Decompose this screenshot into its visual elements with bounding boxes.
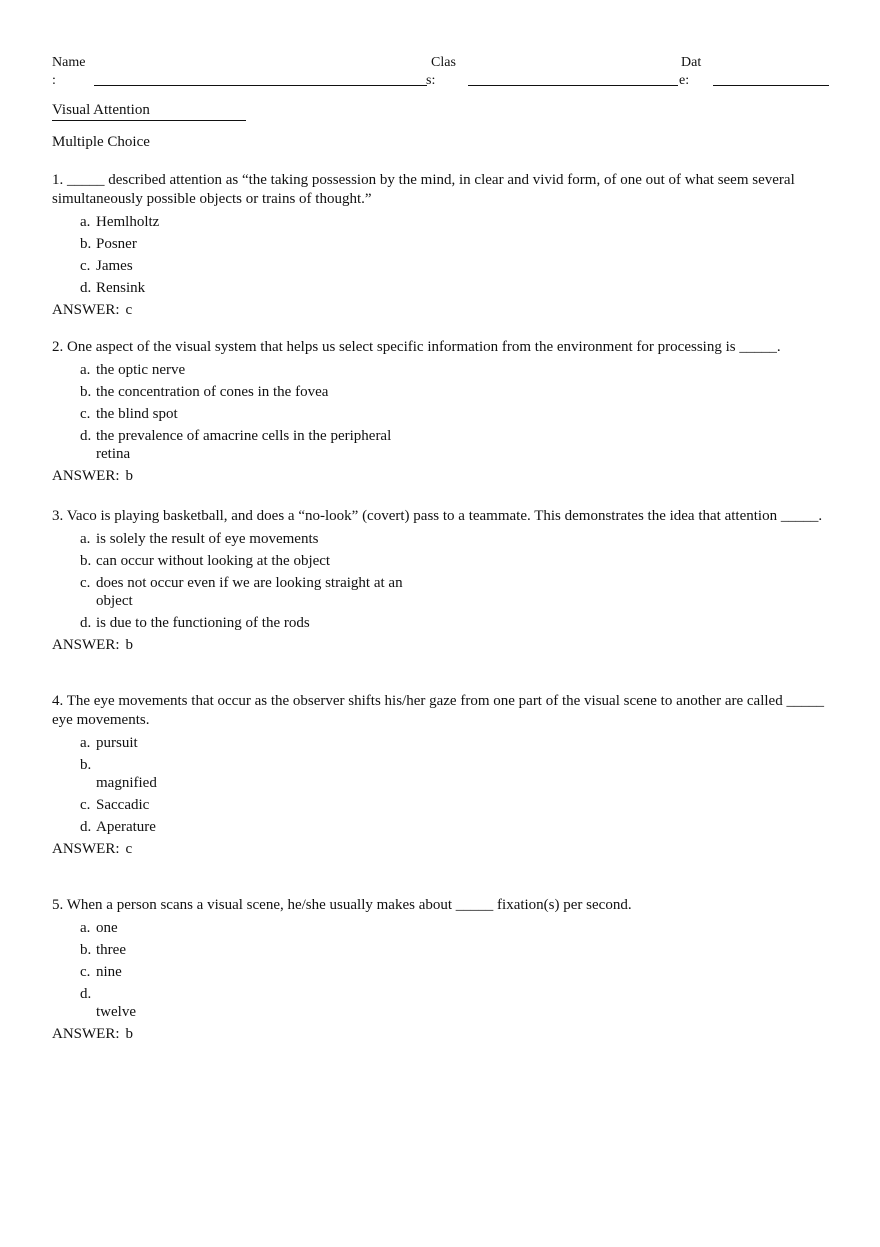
option-letter: a. — [80, 531, 91, 547]
option-a — [52, 530, 832, 548]
class-label-top: Clas — [431, 55, 456, 70]
option-d — [52, 985, 832, 1021]
answer-line — [52, 840, 832, 858]
question-1 — [52, 171, 832, 319]
option-letter: c. — [80, 258, 91, 274]
option-list — [52, 361, 832, 463]
answer-value: c — [125, 302, 133, 318]
option-b — [52, 552, 832, 570]
name-label-top: Name — [52, 55, 86, 70]
question-text: 4. The eye movements that occur as the observer shifts his/her gaze from one part of the visual scene to another are called _____ eye movements. — [52, 693, 824, 728]
option-text: twelve — [96, 1004, 136, 1020]
option-text: the blind spot — [96, 406, 178, 422]
option-text: is due to the functioning of the rods — [96, 615, 310, 631]
option-text: does not occur even if we are looking straight at an object — [96, 575, 403, 609]
option-a — [52, 919, 832, 937]
option-a — [52, 361, 832, 379]
option-text: Hemlholtz — [96, 214, 160, 230]
date-field-line[interactable] — [713, 85, 829, 86]
option-list — [52, 734, 832, 836]
date-label-top: Dat — [681, 55, 702, 70]
option-b — [52, 383, 832, 401]
name-field-line[interactable] — [94, 85, 427, 86]
option-letter: b. — [80, 553, 92, 569]
option-text: nine — [96, 964, 122, 980]
question-5 — [52, 896, 832, 1043]
option-a — [52, 213, 832, 231]
option-letter: d. — [80, 428, 92, 444]
option-text: the prevalence of amacrine cells in the peripheral retina — [96, 428, 392, 462]
option-text: three — [96, 942, 126, 958]
question-text: 5. When a person scans a visual scene, he/she usually makes about _____ fixation(s) per second. — [52, 897, 632, 913]
option-text: Rensink — [96, 280, 146, 296]
option-letter: a. — [80, 920, 91, 936]
option-text: the optic nerve — [96, 362, 186, 378]
option-c — [52, 574, 832, 610]
answer-line — [52, 1025, 832, 1043]
option-letter: c. — [80, 797, 91, 813]
option-c — [52, 257, 832, 275]
option-b — [52, 756, 832, 792]
option-d — [52, 427, 832, 463]
answer-label: ANSWER: — [52, 637, 120, 653]
question-4 — [52, 692, 832, 858]
option-letter: d. — [80, 280, 92, 296]
option-text: Saccadic — [96, 797, 150, 813]
option-text: pursuit — [96, 735, 138, 751]
answer-value: b — [125, 637, 133, 653]
answer-line — [52, 301, 832, 319]
question-3 — [52, 507, 832, 654]
section-title-text: Visual Attention — [52, 101, 246, 121]
option-d — [52, 279, 832, 297]
option-text: Posner — [96, 236, 137, 252]
option-b — [52, 235, 832, 253]
option-letter: d. — [80, 615, 92, 631]
option-text: Aperature — [96, 819, 156, 835]
answer-label: ANSWER: — [52, 1026, 120, 1042]
option-letter: b. — [80, 236, 92, 252]
question-text: 3. Vaco is playing basketball, and does a “no-look” (covert) pass to a teammate. This demonstrates the idea that attention _____. — [52, 508, 823, 524]
option-list — [52, 919, 832, 1021]
name-label-bottom: : — [52, 73, 56, 88]
class-label-bottom: s: — [426, 73, 436, 88]
answer-value: b — [125, 1026, 133, 1042]
answer-value: b — [125, 468, 133, 484]
option-c — [52, 963, 832, 981]
option-d — [52, 614, 832, 632]
subtitle: Multiple Choice — [52, 134, 150, 150]
answer-line — [52, 636, 832, 654]
answer-label: ANSWER: — [52, 468, 120, 484]
answer-value: c — [125, 841, 133, 857]
question-text: 1. _____ described attention as “the taking possession by the mind, in clear and vivid form, of one out of what seem several simultaneously possible objects or trains of thought.” — [52, 172, 795, 207]
option-text: James — [96, 258, 133, 274]
answer-label: ANSWER: — [52, 841, 120, 857]
option-text: the concentration of cones in the fovea — [96, 384, 329, 400]
option-text: one — [96, 920, 118, 936]
option-text: is solely the result of eye movements — [96, 531, 319, 547]
answer-line — [52, 467, 832, 485]
option-text: magnified — [96, 775, 157, 791]
class-field-line[interactable] — [468, 85, 678, 86]
option-d — [52, 818, 832, 836]
answer-label: ANSWER: — [52, 302, 120, 318]
section-title — [52, 101, 246, 121]
option-letter: d. — [80, 819, 92, 835]
option-letter: c. — [80, 575, 91, 591]
option-c — [52, 796, 832, 814]
option-b — [52, 941, 832, 959]
option-letter: b. — [80, 942, 92, 958]
question-text: 2. One aspect of the visual system that helps us select specific information from the environment for processing is _____. — [52, 339, 781, 355]
option-list — [52, 213, 832, 297]
option-letter: c. — [80, 964, 91, 980]
question-2 — [52, 338, 832, 485]
option-letter: d. — [80, 986, 92, 1002]
option-letter: b. — [80, 384, 92, 400]
option-letter: c. — [80, 406, 91, 422]
option-list — [52, 530, 832, 632]
option-letter: a. — [80, 214, 91, 230]
option-letter: a. — [80, 362, 91, 378]
option-letter: a. — [80, 735, 91, 751]
date-label-bottom: e: — [679, 73, 690, 88]
option-text: can occur without looking at the object — [96, 553, 331, 569]
option-letter: b. — [80, 757, 92, 773]
option-a — [52, 734, 832, 752]
option-c — [52, 405, 832, 423]
